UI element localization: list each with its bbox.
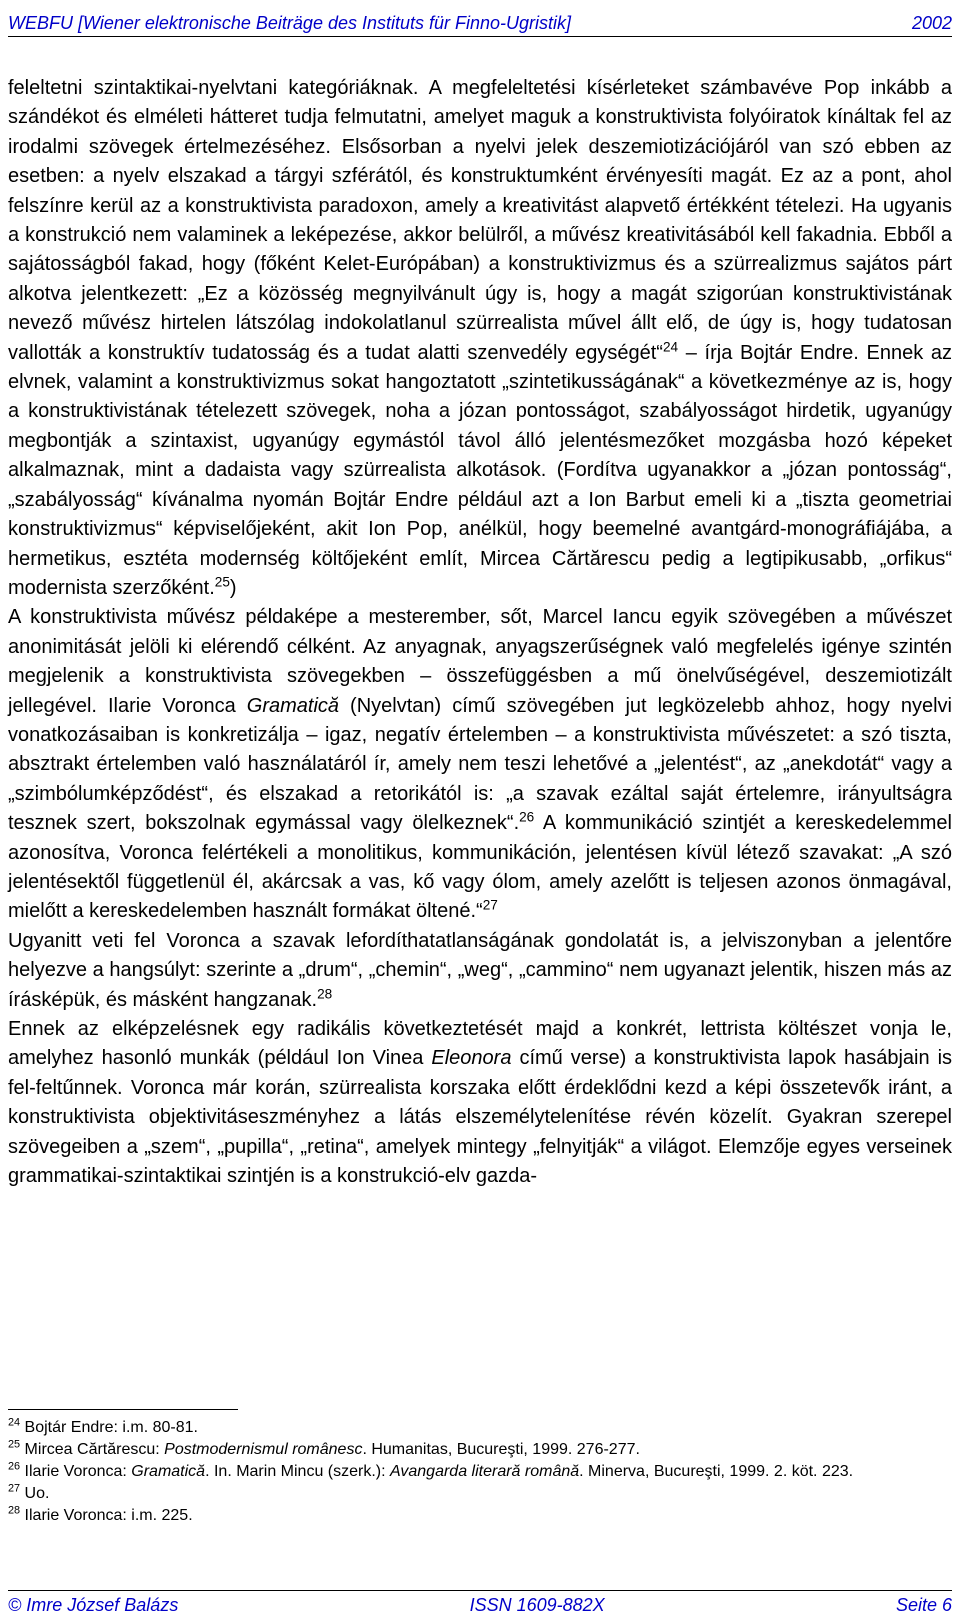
footnote-25: $^{25}$ Mircea Cărtărescu: Postmodernismul românesc. Humanitas, Bucureşti, 1999. 276-277. [8,1438,640,1458]
footnote-ref-24[interactable]: 24 [662,339,679,354]
footnote-24: $^{24}$ Bojtár Endre: i.m. 80-81. [8,1416,198,1436]
paragraph-3: Ugyanitt veti fel Voronca a szavak lefordíthatatlanságának gondolatát is, a jelviszonyban a jelentőre helyezve a hangsúlyt: szerinte a „drum“, „chemin“, „weg“, „cammino“ nem ugyanazt jelentik, hiszen más az írásképük, és másként hangzanak.$^{28}$ [8,929,952,1011]
footnote-separator [8,1409,238,1410]
footnote-ref-27[interactable]: 27 [482,897,498,913]
footnote-28: $^{28}$ Ilarie Voronca: i.m. 225. [8,1504,193,1524]
footnote-ref-28[interactable]: 28 [317,985,333,1001]
footnote-26: $^{26}$ Ilarie Voronca: Gramatică. In. Marin Mincu (szerk.): Avangarda literară română. Minerva, Bucureşti, 1999. 2. köt. 223. [8,1460,854,1480]
footnote-ref-25[interactable]: 25 [214,574,230,590]
title-eleonora: Eleonora [431,1047,512,1070]
paragraph-2: A konstruktivista művész példaképe a mesterember, sőt, Marcel Iancu egyik szövegében a művészet anonimitását jelöli ki elérendő célként. Az anyagnak, anyagszerűségnek való megfelelés igénye szintén megjelenik a konstruktivista szövegekben – összefüggésben a mű önelvűségével, deszemiotizált jellegével. Ilarie Voronca Gramatică (Nyelvtan) című szövegében jut legközelebb ahhoz, hogy nyelvi vonatkozásaiban is konkretizálja – igaz, negatív értelemben – a konstruktivista művészetet: a szó tiszta, absztrakt értelemben való használatáról ír, amely nem teszi lehetővé a „jelentést“, az „anekdotát“ vagy a „szimbólumképződést“, és elszakad a retorikától is: „a szavak ezáltal saját értelemre, irányultságra tesznek szert, bokszolnak egymással vagy ölelkeznek“.$^{26}$ A kommunikáció szintjét a kereskedelemmel azonosítva, Voronca felértékeli a monolitikus, kommunikáción, jelentésen kívül létező szavakat: „A szó jelentésektől függetlenül él, akárcsak a vas, kő vagy ólom, amely azelőtt is teljesen azonos önmagával, mielőtt a kereskedelemben használt formákat öltené.“$^{27}$ [8,606,952,923]
footer-author: © Imre József Balázs [8,1594,179,1615]
footnote-27: $^{27}$ Uo. [8,1482,50,1502]
header-year: 2002 [911,13,952,33]
main-text [8,74,952,1191]
journal-title: WEBFU [Wiener elektronische Beiträge des Instituts für Finno-Ugristik] [8,13,572,33]
page-header [8,0,952,37]
footnote-ref-26[interactable]: 26 [519,809,535,825]
paragraph-4: Ennek az elképzelésnek egy radikális következtetését majd a konkrét, lettrista költészet vonja le, amelyhez hasonló munkák (például Ion Vinea Eleonora című verse) a konstruktivista lapok hasábjain is fel-feltűnnek. Voronca már korán, szürrealista korszaka előtt érdeklődni kezd a képi összetevők iránt, a konstruktivista objektivitáseszményhez a látás elszemélytelenítése révén közelít. Gyakran szerepel szövegeiben a „szem“, „pupilla“, „retina“, amelyek mintegy „felnyitják“ a világot. Elemzője egyes verseinek grammatikai-szintaktikai szintjén is a konstrukció-elv gazda- [8,1018,953,1188]
title-gramatica: Gramatică [246,694,340,717]
footnotes [8,1417,952,1527]
footer-page-number: Seite 6 [895,1594,952,1615]
footer-issn: ISSN 1609-882X [469,1594,605,1615]
paragraph-1: feleltetni szintaktikai-nyelvtani kategóriáknak. A megfeleltetési kísérleteket számbavéve Pop inkább a szándékot és elméleti hátteret tudja felmutatni, amelyet maguk a konstruktivista folyóiratok kínáltak fel az irodalmi szövegek értelmezéséhez. Elsősorban a nyelvi jelek deszemiotizációjáról van szó ebben az esetben: a nyelv elszakad a tárgyi szférától, és konstruktumként érvényesíti magát. Ez az a pont, ahol felszínre kerül az a konstruktivista paradoxon, amely a kreativitást alapvető értékként tételezi. Ha ugyanis a konstrukció nem valaminek a leképezése, akkor belülről, a művész kreativitásából kell fakadnia. Ebből a sajátosságból fakad, hogy (főként Kelet-Európában) a konstruktivizmus és a szürrealizmus sajátos párt alkotva jelentkezett: „Ez a közösség megnyilvánult úgy is, hogy a magát szigorúan konstruktivistának nevező művész hirtelen látszólag indokolatlanul szürrealista művel állt elő, de úgy is, hogy tudatosan vallották a konstruktív tudatosság és a tudat alatti szenvedély egységét“$^{24}$ – írja Bojtár Endre. Ennek az elvnek, valamint a konstruktivizmus sokat hangoztatott „szintetikusságának“ a következménye az is, hogy a konstruktivistának tételezett szövegek, noha a józan pontosságot, szabályosságot hirdetik, ugyanúgy megbontják a szintaxist, ugyanúgy egymástól távol álló jelentésmezőket mozgásba hozó képeket alkalmaznak, mint a dadaista vagy szürrealista alkotások. (Fordítva ugyanakkor a „józan pontosság“, „szabályosság“ kívánalma nyomán Bojtár Endre például azt a Ion Barbut emeli ki a „tiszta geometriai konstruktivizmus“ képviselőjeként, akit Ion Pop, anélkül, hogy beemelné avantgárd-monográfiájába, a hermetikus, esztéta modernség költőjeként említ, Mircea Cărtărescu pedig a legtipikusabb, „orfikus“ modernista szerzőként.$^{25}$) [8,77,953,599]
page-footer [8,1590,952,1619]
